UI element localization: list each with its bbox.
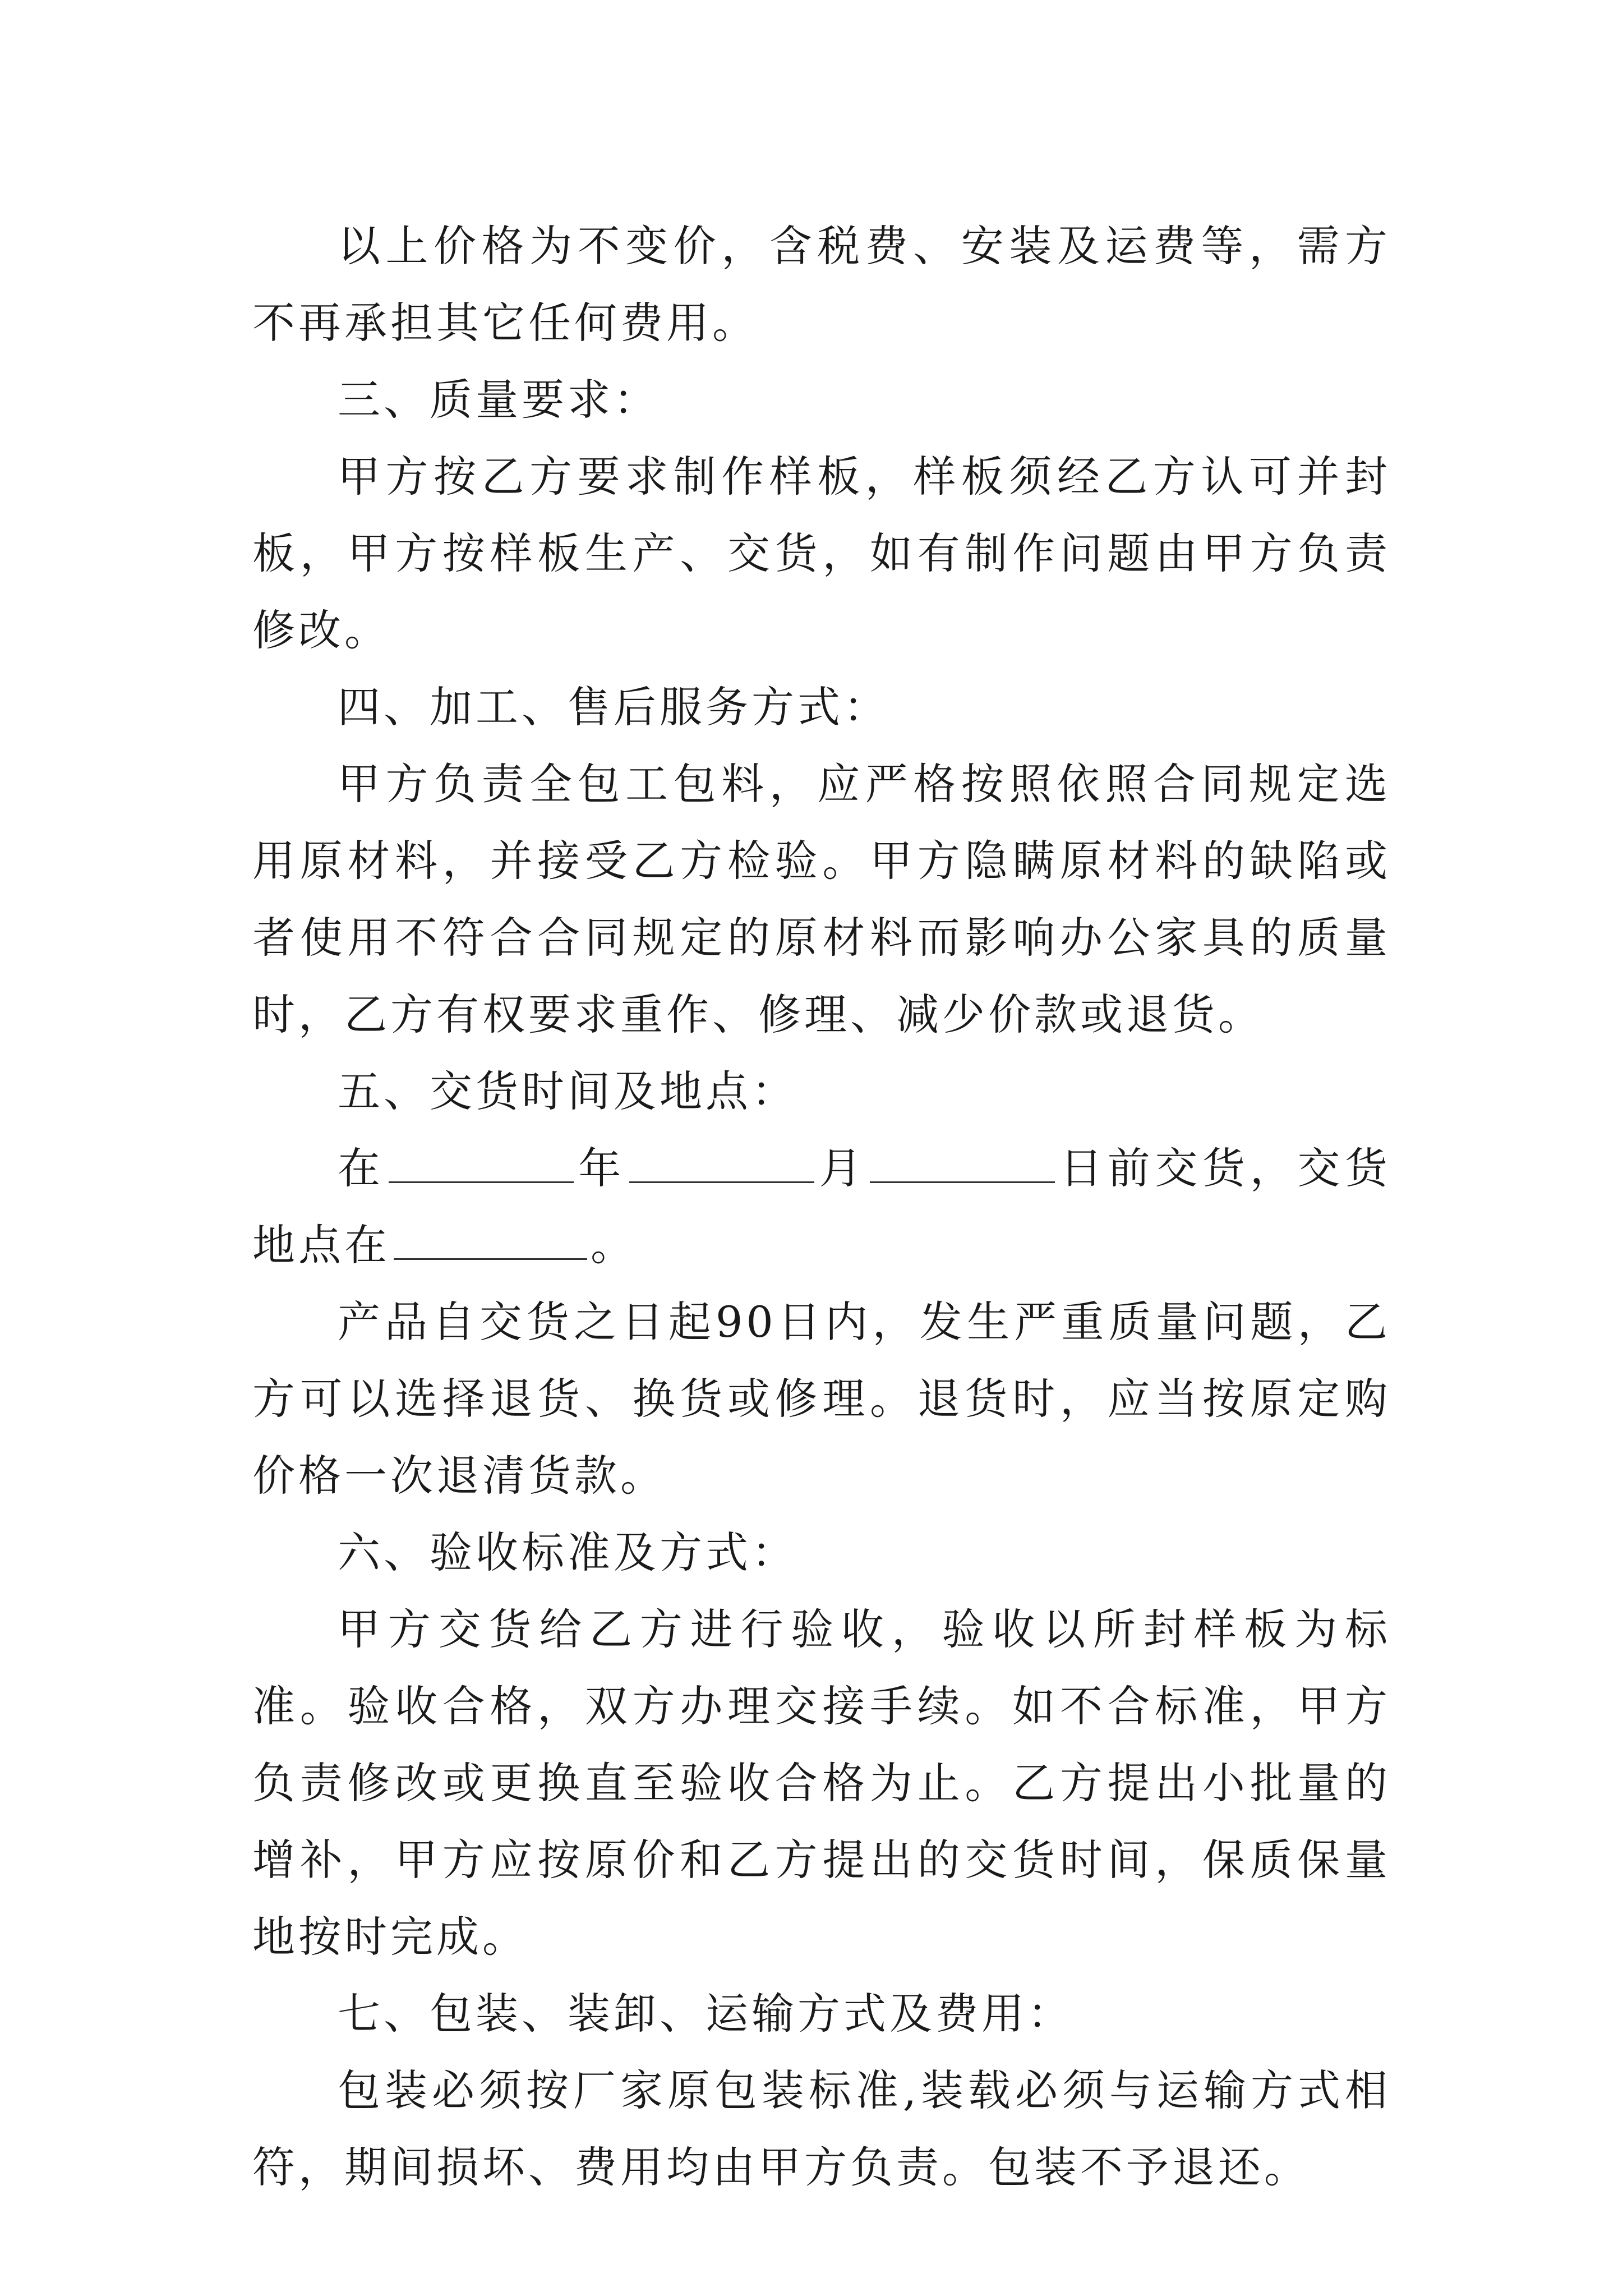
heading-acceptance: 六、验收标准及方式： <box>338 1527 797 1577</box>
blank-place <box>394 1214 587 1260</box>
heading-delivery-time-place: 五、交货时间及地点： <box>338 1066 797 1116</box>
delivery-prefix: 在 <box>338 1143 385 1193</box>
document-body <box>252 208 1391 2206</box>
heading-quality-requirements: 三、质量要求： <box>338 375 660 425</box>
blank-month <box>629 1138 814 1183</box>
paragraph-delivery <box>252 1130 1391 1283</box>
blank-year <box>389 1138 574 1183</box>
paragraph-price-note: 以上价格为不变价，含税费、安装及运费等，需方不再承担其它任何费用。 <box>252 221 1391 348</box>
paragraph-return-policy: 产品自交货之日起90日内，发生严重质量问题，乙方可以选择退货、换货或修理。退货时，应当按原定购价格一次退清货款。 <box>252 1297 1391 1501</box>
paragraph-quality: 甲方按乙方要求制作样板，样板须经乙方认可并封板，甲方按样板生产、交货，如有制作问题由甲方负责修改。 <box>252 452 1391 655</box>
paragraph-packaging: 包装必须按厂家原包装标准,装载必须与运输方式相符，期间损坏、费用均由甲方负责。包装不予退还。 <box>252 2065 1391 2192</box>
delivery-day-suffix: 日前交货，交货地点在 <box>252 1143 1391 1270</box>
delivery-month-label: 月 <box>818 1143 867 1193</box>
paragraph-acceptance: 甲方交货给乙方进行验收，验收以所封样板为标准。验收合格，双方办理交接手续。如不合标准，甲方负责修改或更换直至验收合格为止。乙方提出小批量的增补，甲方应按原价和乙方提出的交货时间，保质保量地按时完成。 <box>252 1604 1391 1962</box>
blank-day <box>870 1138 1055 1183</box>
delivery-year-label: 年 <box>577 1143 626 1193</box>
heading-processing-service: 四、加工、售后服务方式： <box>338 682 889 732</box>
heading-packaging: 七、包装、装卸、运输方式及费用： <box>338 1989 1073 2039</box>
delivery-end: 。 <box>591 1220 637 1270</box>
paragraph-processing: 甲方负责全包工包料，应严格按照依照合同规定选用原材料，并接受乙方检验。甲方隐瞒原材料的缺陷或者使用不符合合同规定的原材料而影响办公家具的质量时，乙方有权要求重作、修理、减少价款或退货。 <box>252 759 1391 1039</box>
